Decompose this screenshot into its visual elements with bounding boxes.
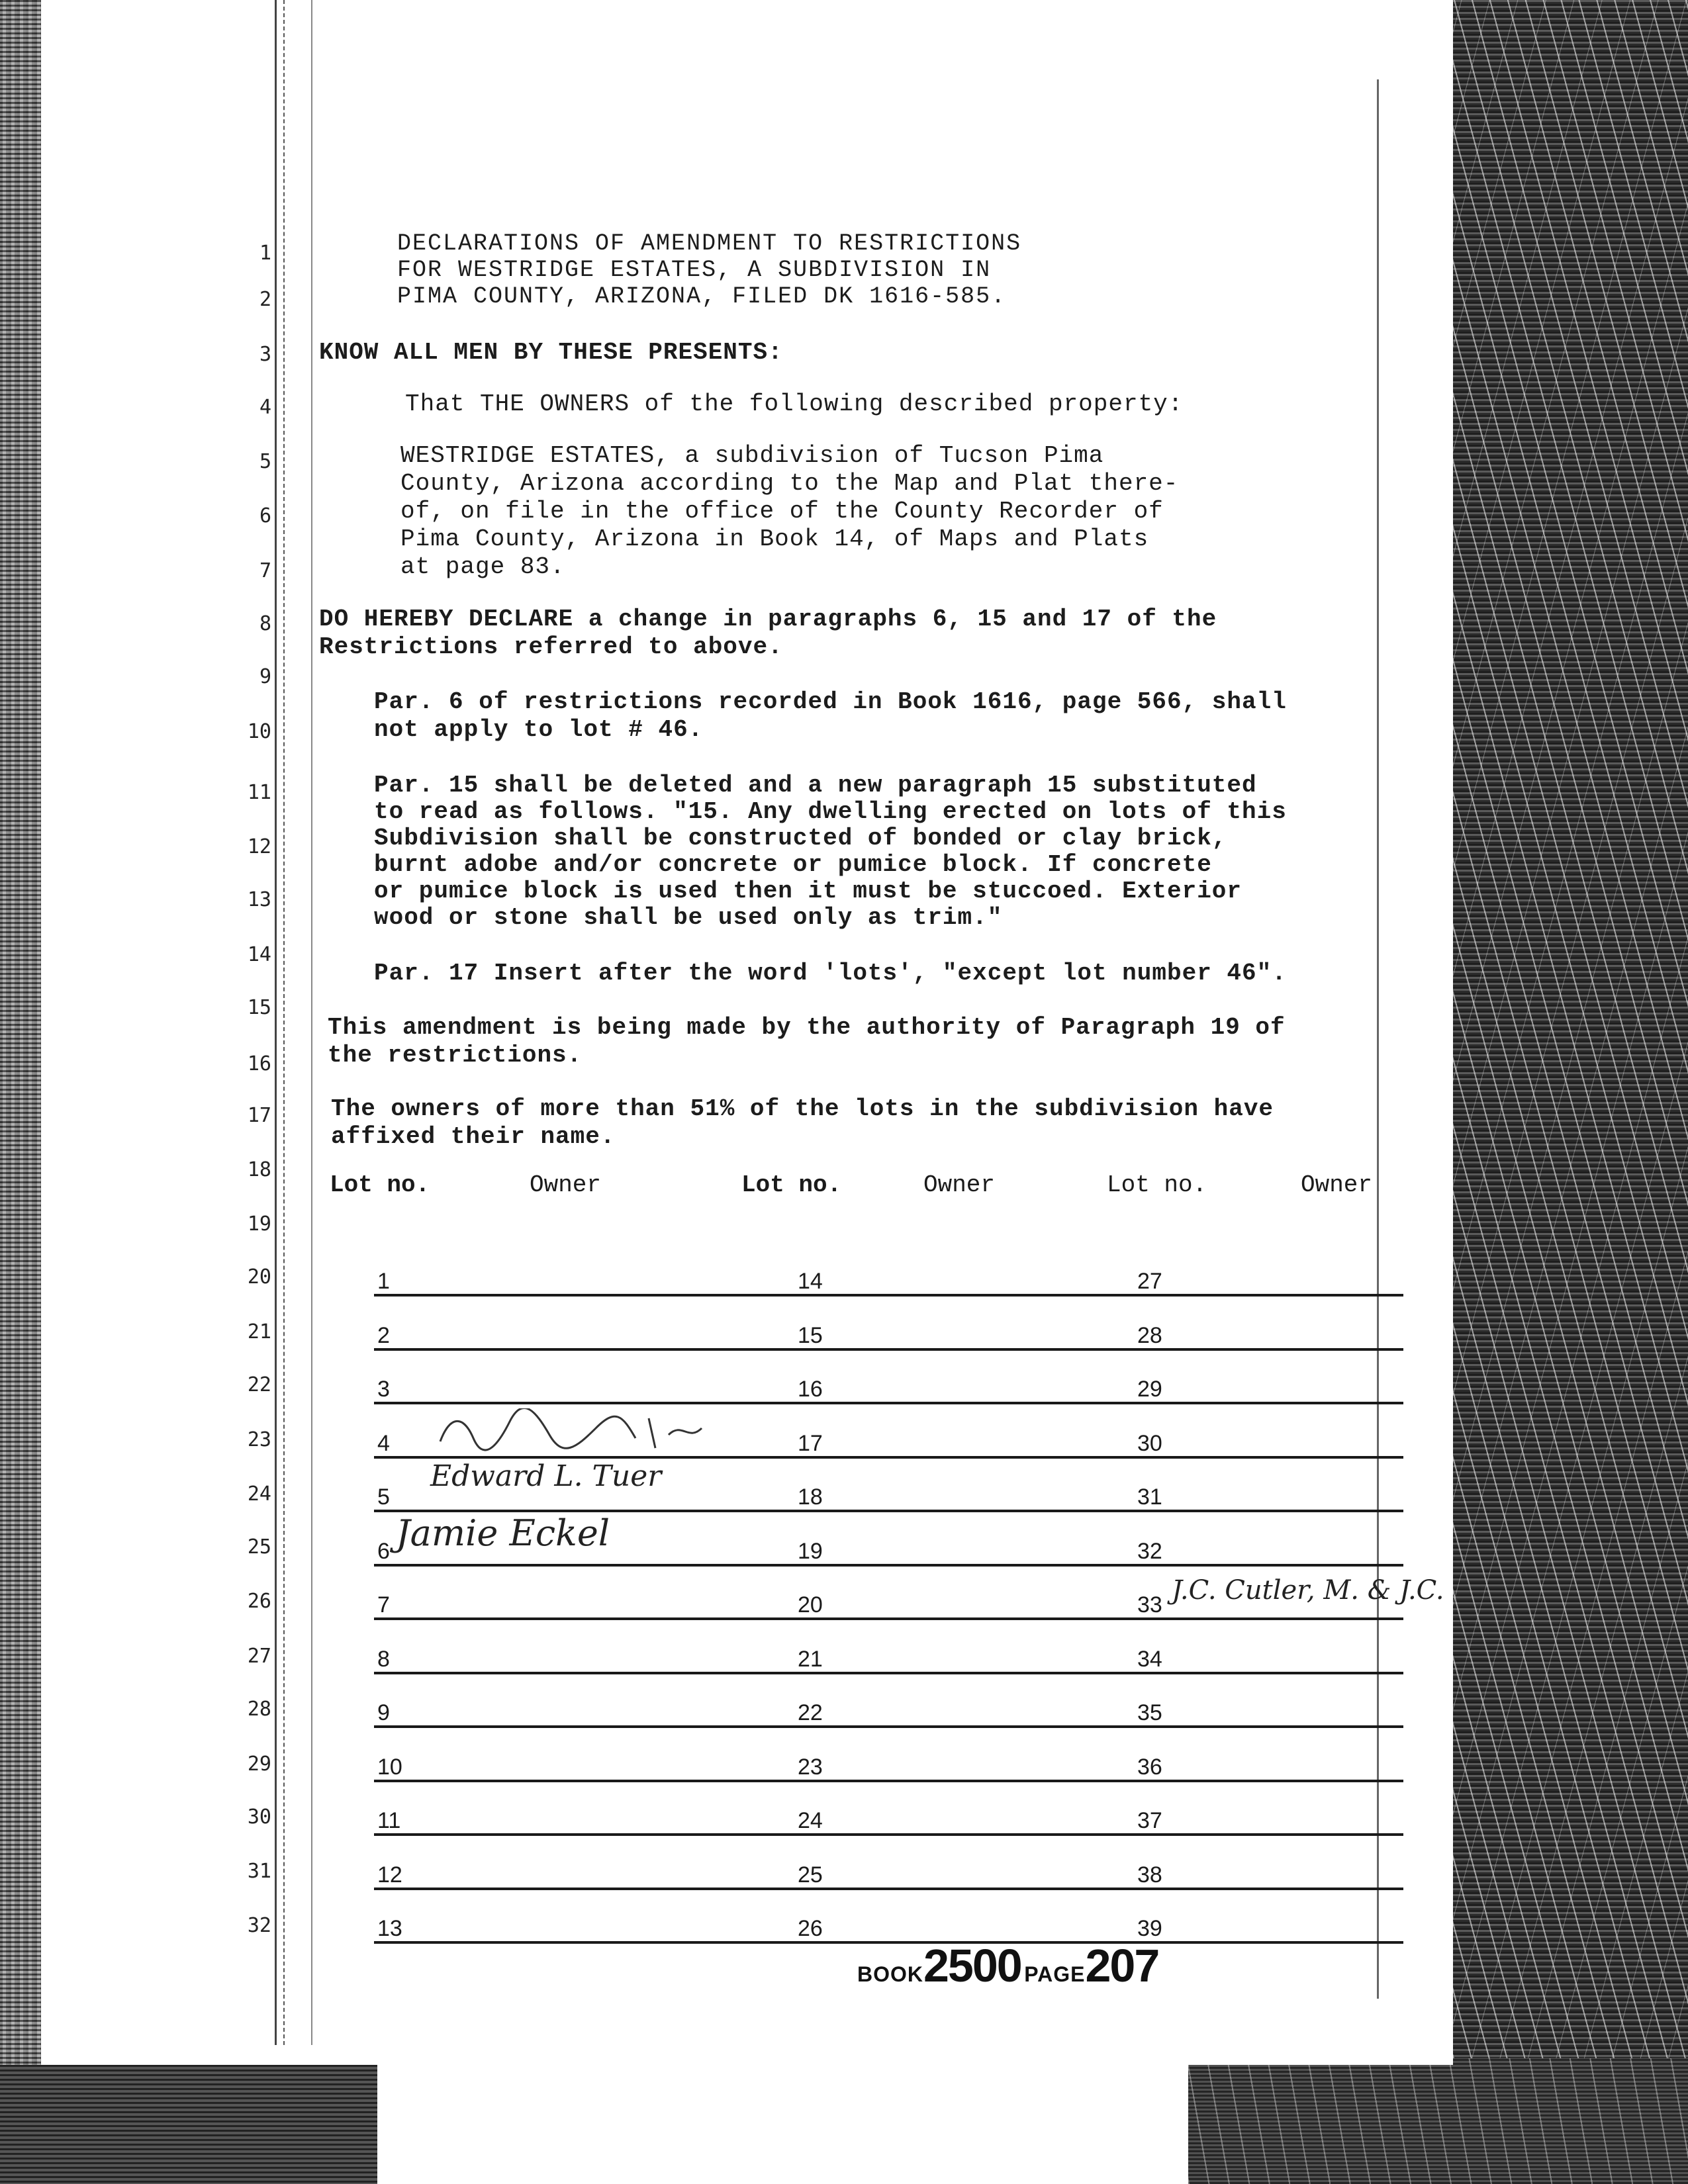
lot-number: 22 (798, 1700, 823, 1725)
lot-number: 6 (377, 1538, 390, 1564)
owner-signature-line (374, 1672, 784, 1674)
book-label: BOOK (857, 1962, 923, 1986)
owner-signature-lot-4 (437, 1408, 715, 1461)
owner-signature-line (374, 1780, 784, 1782)
owner-signature-line (784, 1294, 1122, 1297)
owner-signature-line (784, 1833, 1122, 1836)
lot-number: 19 (798, 1538, 823, 1564)
scan-right-edge (1433, 0, 1688, 2184)
lot-number: 5 (377, 1484, 390, 1510)
line-number: 31 (247, 1860, 271, 1883)
owner-signature-line (374, 1888, 784, 1890)
par15-line: burnt adobe and/or concrete or pumice block. If concrete (374, 851, 1212, 878)
declare-line: Restrictions referred to above. (319, 633, 783, 660)
line-number: 25 (247, 1535, 271, 1559)
owner-signature-line (1122, 1564, 1403, 1567)
lot-no-header: Lot no. (1107, 1171, 1207, 1199)
par17-line: Par. 17 Insert after the word 'lots', "except lot number 46". (374, 960, 1287, 987)
margin-rule-inner (311, 0, 312, 2045)
owner-signature-line (374, 1348, 784, 1351)
line-number: 21 (247, 1320, 271, 1343)
line-number: 22 (247, 1373, 271, 1396)
lot-number: 9 (377, 1700, 390, 1725)
line-number: 6 (259, 504, 271, 527)
property-line: WESTRIDGE ESTATES, a subdivision of Tucson Pima (400, 442, 1104, 469)
line-number: 14 (247, 943, 271, 966)
lot-number: 15 (798, 1322, 823, 1348)
lot-number: 13 (377, 1916, 402, 1941)
lot-number: 11 (377, 1808, 401, 1833)
line-number: 24 (247, 1482, 271, 1506)
lot-number: 24 (798, 1808, 823, 1833)
line-number: 32 (247, 1914, 271, 1937)
margin-rule-dashed (283, 0, 285, 2045)
owner-signature-line (784, 1780, 1122, 1782)
owner-signature-line (784, 1888, 1122, 1890)
owner-signature-line (1122, 1348, 1403, 1351)
lot-number: 25 (798, 1862, 823, 1888)
owner-signature-line (1122, 1941, 1403, 1944)
lot-number: 4 (377, 1430, 390, 1456)
line-number: 3 (259, 343, 271, 366)
owner-signature-line (374, 1833, 784, 1836)
owner-signature-line (784, 1725, 1122, 1728)
lot-number: 37 (1137, 1808, 1162, 1833)
lot-number: 28 (1137, 1322, 1162, 1348)
line-number: 12 (247, 835, 271, 858)
scan-bottom-left-edge (0, 2065, 377, 2184)
owner-signature-line (374, 1941, 784, 1944)
line-number: 10 (247, 720, 271, 743)
owner-signature-line (784, 1348, 1122, 1351)
owner-signature-line (784, 1617, 1122, 1620)
owners-affixed-line: The owners of more than 51% of the lots in the subdivision have (331, 1095, 1274, 1122)
signature-scribble-icon (437, 1408, 715, 1455)
line-number: 19 (247, 1212, 271, 1236)
owner-signature-line (784, 1402, 1122, 1404)
owner-signature-line (1122, 1833, 1403, 1836)
property-line: of, on file in the office of the County Recorder of (400, 498, 1164, 525)
lot-number: 12 (377, 1862, 402, 1888)
par6-line: not apply to lot # 46. (374, 716, 704, 743)
line-number: 29 (247, 1752, 271, 1776)
line-number: 26 (247, 1590, 271, 1613)
owner-signature-line (1122, 1672, 1403, 1674)
line-number: 2 (259, 288, 271, 311)
line-number: 1 (259, 242, 271, 265)
lot-number: 7 (377, 1592, 390, 1617)
owner-header: Owner (923, 1171, 996, 1199)
owner-signature-line (784, 1510, 1122, 1512)
lot-number: 14 (798, 1269, 823, 1294)
line-number: 30 (247, 1805, 271, 1829)
par15-line: Par. 15 shall be deleted and a new paragraph 15 substituted (374, 772, 1257, 799)
owner-signature-line (1122, 1888, 1403, 1890)
line-number: 23 (247, 1428, 271, 1451)
lot-no-header: Lot no. (330, 1171, 430, 1199)
owner-signature-line (784, 1564, 1122, 1567)
line-number: 8 (259, 612, 271, 635)
declare-line: DO HEREBY DECLARE a change in paragraphs 6, 15 and 17 of the (319, 606, 1217, 633)
owner-signature-lot-33: J.C. Cutler, M. & J.C. (1172, 1575, 1444, 1606)
owner-signature-line (1122, 1510, 1403, 1512)
recording-stamp (857, 1939, 1158, 1992)
lot-number: 39 (1137, 1916, 1162, 1941)
line-number: 4 (259, 396, 271, 419)
line-number: 28 (247, 1698, 271, 1721)
line-number: 16 (247, 1052, 271, 1075)
line-number: 13 (247, 888, 271, 911)
par15-line: to read as follows. "15. Any dwelling erected on lots of this (374, 798, 1287, 825)
know-all-men: KNOW ALL MEN BY THESE PRESENTS: (319, 339, 783, 366)
owner-header: Owner (530, 1171, 602, 1199)
owner-signature-line (374, 1564, 784, 1567)
line-number: 18 (247, 1158, 271, 1181)
owner-signature-line (1122, 1725, 1403, 1728)
document-heading-line-1: DECLARATIONS OF AMENDMENT TO RESTRICTIONS (397, 230, 1022, 257)
owner-signature-line (1122, 1617, 1403, 1620)
line-number: 11 (247, 781, 271, 804)
lot-number: 21 (798, 1646, 823, 1672)
book-number: 2500 (923, 1940, 1021, 1991)
owner-signature-line (1122, 1402, 1403, 1404)
lot-number: 34 (1137, 1646, 1162, 1672)
lot-number: 23 (798, 1754, 823, 1780)
owner-signature-line (374, 1617, 784, 1620)
line-number: 27 (247, 1645, 271, 1668)
owner-signature-line (374, 1725, 784, 1728)
lot-number: 20 (798, 1592, 823, 1617)
property-line: at page 83. (400, 553, 565, 580)
lot-number: 1 (377, 1269, 390, 1294)
lot-number: 31 (1137, 1484, 1162, 1510)
line-number: 9 (259, 665, 271, 688)
lot-number: 30 (1137, 1430, 1162, 1456)
lot-number: 36 (1137, 1754, 1162, 1780)
lot-no-header: Lot no. (741, 1171, 842, 1199)
authority-line: This amendment is being made by the authority of Paragraph 19 of (328, 1014, 1286, 1041)
owner-signature-line (784, 1672, 1122, 1674)
par6-line: Par. 6 of restrictions recorded in Book 1616, page 566, shall (374, 688, 1287, 715)
par15-line: wood or stone shall be used only as trim." (374, 904, 1003, 931)
lot-number: 17 (798, 1430, 823, 1456)
lot-number: 3 (377, 1377, 390, 1402)
lot-number: 27 (1137, 1269, 1162, 1294)
lot-number: 16 (798, 1377, 823, 1402)
scan-bottom-right-edge (1188, 2058, 1688, 2184)
lot-number: 35 (1137, 1700, 1162, 1725)
owner-signature-line (1122, 1294, 1403, 1297)
par15-line: Subdivision shall be constructed of bonded or clay brick, (374, 825, 1227, 852)
owners-affixed-line: affixed their name. (331, 1123, 616, 1150)
line-number: 15 (247, 996, 271, 1019)
owner-signature-line (374, 1402, 784, 1404)
lot-number: 32 (1137, 1538, 1162, 1564)
lot-number: 18 (798, 1484, 823, 1510)
lot-number: 8 (377, 1646, 390, 1672)
property-line: County, Arizona according to the Map and Plat there- (400, 470, 1179, 497)
page-number: 207 (1085, 1940, 1159, 1991)
owner-signature-lot-6: Jamie Eckel (396, 1512, 610, 1554)
owner-signature-line (1122, 1456, 1403, 1459)
par15-line: or pumice block is used then it must be stuccoed. Exterior (374, 878, 1243, 905)
lot-number: 10 (377, 1754, 402, 1780)
margin-rule (275, 0, 277, 2045)
owner-signature-line (374, 1294, 784, 1297)
scan-left-edge (0, 0, 41, 2105)
document-heading-line-2: FOR WESTRIDGE ESTATES, A SUBDIVISION IN (397, 257, 992, 283)
owner-signature-line (784, 1456, 1122, 1459)
lot-number: 29 (1137, 1377, 1162, 1402)
line-number: 17 (247, 1104, 271, 1127)
line-number: 7 (259, 559, 271, 582)
right-margin-rule (1377, 79, 1379, 1999)
lot-number: 26 (798, 1916, 823, 1941)
property-line: Pima County, Arizona in Book 14, of Maps and Plats (400, 525, 1149, 553)
authority-line: the restrictions. (328, 1042, 583, 1069)
owner-signature-line (1122, 1780, 1403, 1782)
lot-number: 33 (1137, 1592, 1162, 1617)
owner-header: Owner (1301, 1171, 1373, 1199)
lot-number: 38 (1137, 1862, 1162, 1888)
line-number: 5 (259, 450, 271, 473)
document-heading-line-3: PIMA COUNTY, ARIZONA, FILED DK 1616-585. (397, 283, 1007, 310)
lot-number: 2 (377, 1322, 390, 1348)
owners-intro: That THE OWNERS of the following described property: (405, 390, 1184, 418)
line-number: 20 (247, 1265, 271, 1289)
owner-signature-lot-5: Edward L. Tuer (430, 1459, 662, 1493)
page-label: PAGE (1024, 1962, 1086, 1986)
